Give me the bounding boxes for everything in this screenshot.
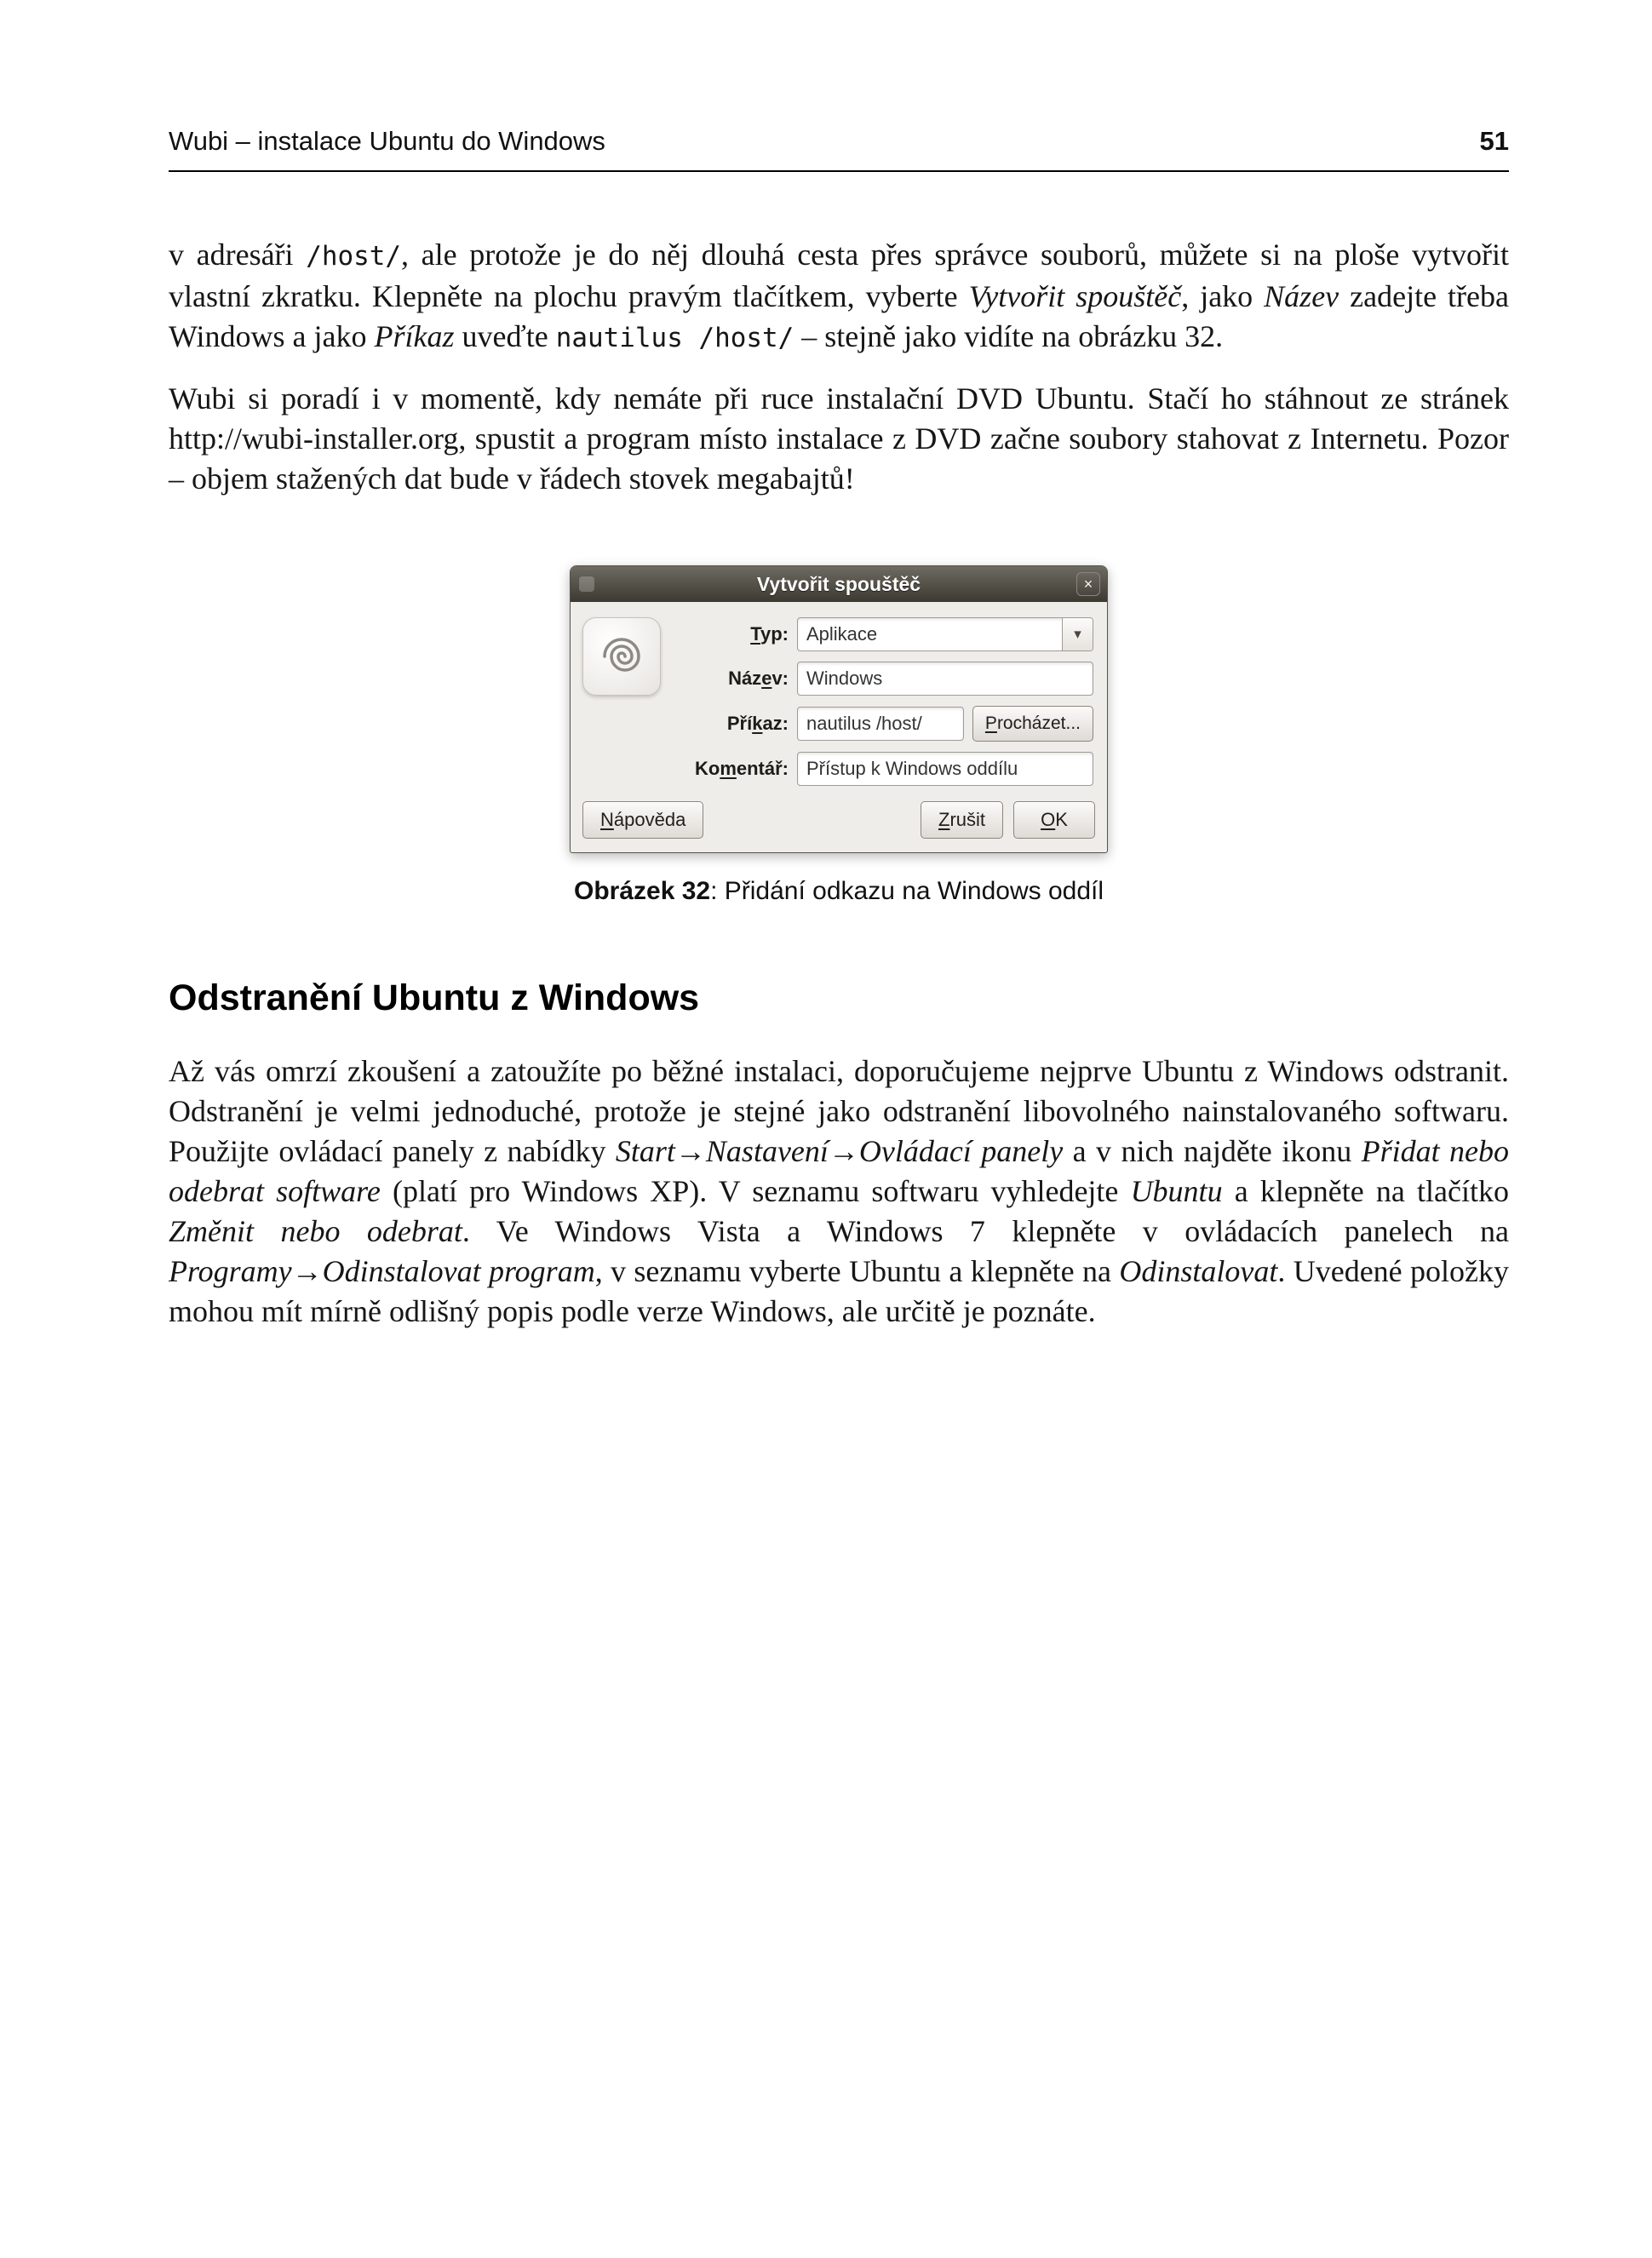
command-entry[interactable]: nautilus /host/: [797, 707, 964, 741]
paragraph-3: Až vás omrzí zkoušení a zatoužíte po běžné instalaci, doporučujeme nejprve Ubuntu z Windows odstranit. Odstranění je velmi jednoduché, protože je stejné jako odstranění libovolného nainstalovaného softwaru. Použijte ovládací panely z nabídky Start→Nastavení→Ovládací panely a v nich najděte ikonu Přidat nebo odebrat software (platí pro Windows XP). V seznamu softwaru vyhledejte Ubuntu a klepněte na tlačítko Změnit nebo odebrat. Ve Windows Vista a Windows 7 klepněte v ovládacích panelech na Programy→Odinstalovat program, v seznamu vyberte Ubuntu a klepněte na Odinstalovat. Uvedené položky mohou mít mírně odlišný popis podle verze Windows, ale určitě je poznáte.: [169, 1054, 1510, 1328]
running-header: [169, 126, 1509, 157]
header-rule: [169, 170, 1509, 172]
type-combobox[interactable]: [797, 617, 1093, 651]
icon-column: [582, 617, 664, 786]
dialog-body: [571, 602, 1107, 793]
window-icon: [579, 576, 594, 592]
field-label-command: Příkaz:: [726, 713, 789, 734]
action-buttons-right: [921, 801, 1095, 839]
running-title: Wubi – instalace Ubuntu do Windows: [169, 126, 605, 156]
help-button[interactable]: Nápověda: [582, 801, 703, 839]
field-row-type: [676, 617, 1093, 651]
launcher-spiral-icon: [582, 617, 661, 696]
field-row-command: [676, 706, 1093, 742]
figure-dialog-screenshot: [169, 565, 1509, 906]
name-entry[interactable]: Windows: [797, 662, 1093, 696]
figure-caption-text: : Přidání odkazu na Windows oddíl: [710, 877, 1104, 905]
combo-selected-value: Aplikace: [806, 623, 878, 645]
cancel-button[interactable]: Zrušit: [921, 801, 1003, 839]
browse-button[interactable]: Procházet...: [972, 706, 1093, 742]
close-icon[interactable]: ×: [1076, 572, 1100, 596]
ok-button[interactable]: OK: [1013, 801, 1095, 839]
create-launcher-dialog: [570, 565, 1108, 853]
field-label-comment: Komentář:: [694, 758, 789, 779]
figure-caption-label: Obrázek 32: [573, 877, 711, 905]
dialog-actions: [571, 793, 1107, 852]
field-label-name: Název:: [728, 668, 789, 689]
field-label-type: Typ:: [750, 623, 789, 645]
section-heading: Odstranění Ubuntu z Windows: [169, 977, 700, 1018]
comment-entry[interactable]: Přístup k Windows oddílu: [797, 752, 1093, 786]
page-number: 51: [1479, 126, 1509, 156]
figure-caption: [169, 877, 1509, 906]
paragraph-2: Wubi si poradí i v momentě, kdy nemáte při ruce instalační DVD Ubuntu. Stačí ho stáhnout ze stránek http://wubi-installer.org, spustit a program místo instalace z DVD začne soubory stahovat z Internetu. Pozor – objem stažených dat bude v řádech stovek megabajtů!: [169, 381, 1509, 496]
dialog-title: Vytvořit spouštěč: [756, 572, 921, 595]
paragraph-1: v adresáři /host/, ale protože je do něj dlouhá cesta přes správce souborů, můžete si na ploše vytvořit vlastní zkratku. Klepněte na plochu pravým tlačítkem, vyberte Vytvořit spouštěč, jako Název zadejte třeba Windows a jako Příkaz uveďte nautilus /host/ – stejně jako vidíte na obrázku 32.: [169, 238, 1509, 353]
dialog-fields: [676, 617, 1093, 786]
field-row-name: [676, 662, 1093, 696]
chevron-down-icon: ▾: [1062, 618, 1093, 650]
field-row-comment: [676, 752, 1093, 786]
page-content: [169, 126, 1509, 1332]
dialog-titlebar[interactable]: [571, 566, 1107, 602]
